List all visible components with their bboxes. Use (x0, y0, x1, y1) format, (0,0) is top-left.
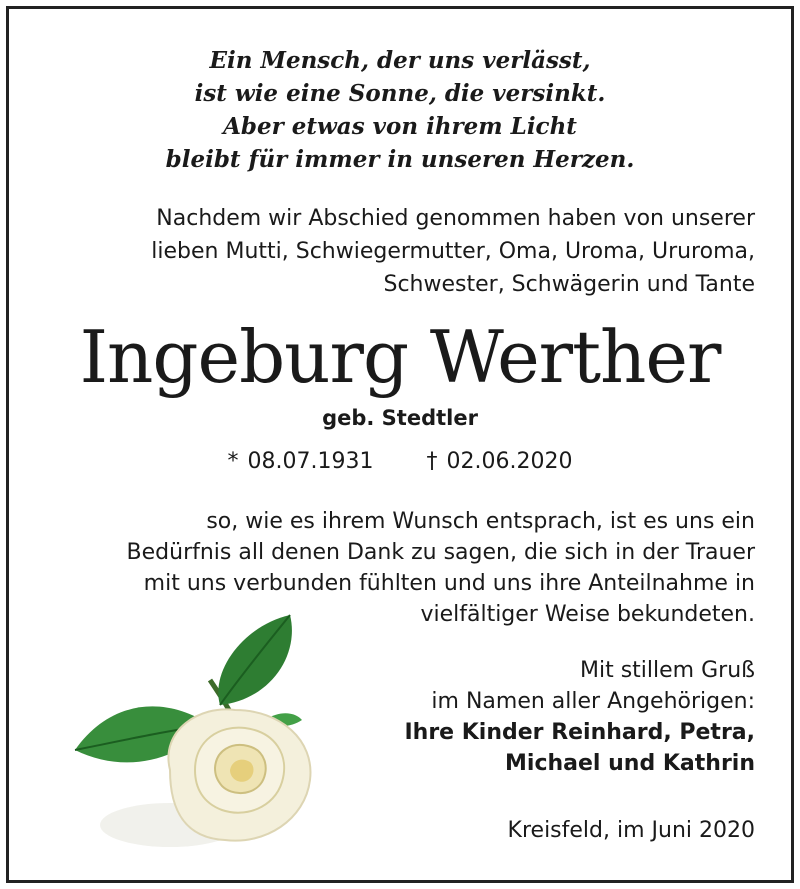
place-date: Kreisfeld, im Juni 2020 (507, 818, 755, 843)
intro-line: Nachdem wir Abschied genommen haben von unserer (156, 206, 755, 231)
death-date: † 02.06.2020 (426, 449, 573, 474)
memorial-poem (0, 44, 800, 176)
greeting-line: Mit stillem Gruß (580, 658, 755, 683)
life-dates (0, 449, 800, 474)
birth-date: * 08.07.1931 (227, 449, 374, 474)
poem-line: ist wie eine Sonne, die versinkt. (194, 80, 606, 107)
greeting-line: im Namen aller Angehörigen: (431, 689, 755, 714)
signatory-line: Ihre Kinder Reinhard, Petra, (404, 720, 755, 745)
white-rose-icon (70, 610, 330, 860)
intro-text (151, 202, 755, 301)
poem-line: bleibt für immer in unseren Herzen. (165, 146, 635, 173)
greeting-block (404, 655, 755, 779)
poem-line: Aber etwas von ihrem Licht (223, 113, 577, 140)
intro-line: Schwester, Schwägerin und Tante (383, 272, 755, 297)
thanks-line: vielfältiger Weise bekundeten. (420, 602, 755, 627)
thanks-line: Bedürfnis all denen Dank zu sagen, die sich in der Trauer (126, 540, 755, 565)
maiden-name: geb. Stedtler (322, 406, 478, 430)
signatory-line: Michael und Kathrin (505, 751, 755, 776)
poem-line: Ein Mensch, der uns verlässt, (209, 47, 591, 74)
deceased-name: Ingeburg Werther (79, 315, 721, 399)
thanks-line: so, wie es ihrem Wunsch entsprach, ist es uns ein (206, 509, 755, 534)
intro-line: lieben Mutti, Schwiegermutter, Oma, Uroma, Ururoma, (151, 239, 755, 264)
thanks-line: mit uns verbunden fühlten und uns ihre Anteilnahme in (143, 571, 755, 596)
